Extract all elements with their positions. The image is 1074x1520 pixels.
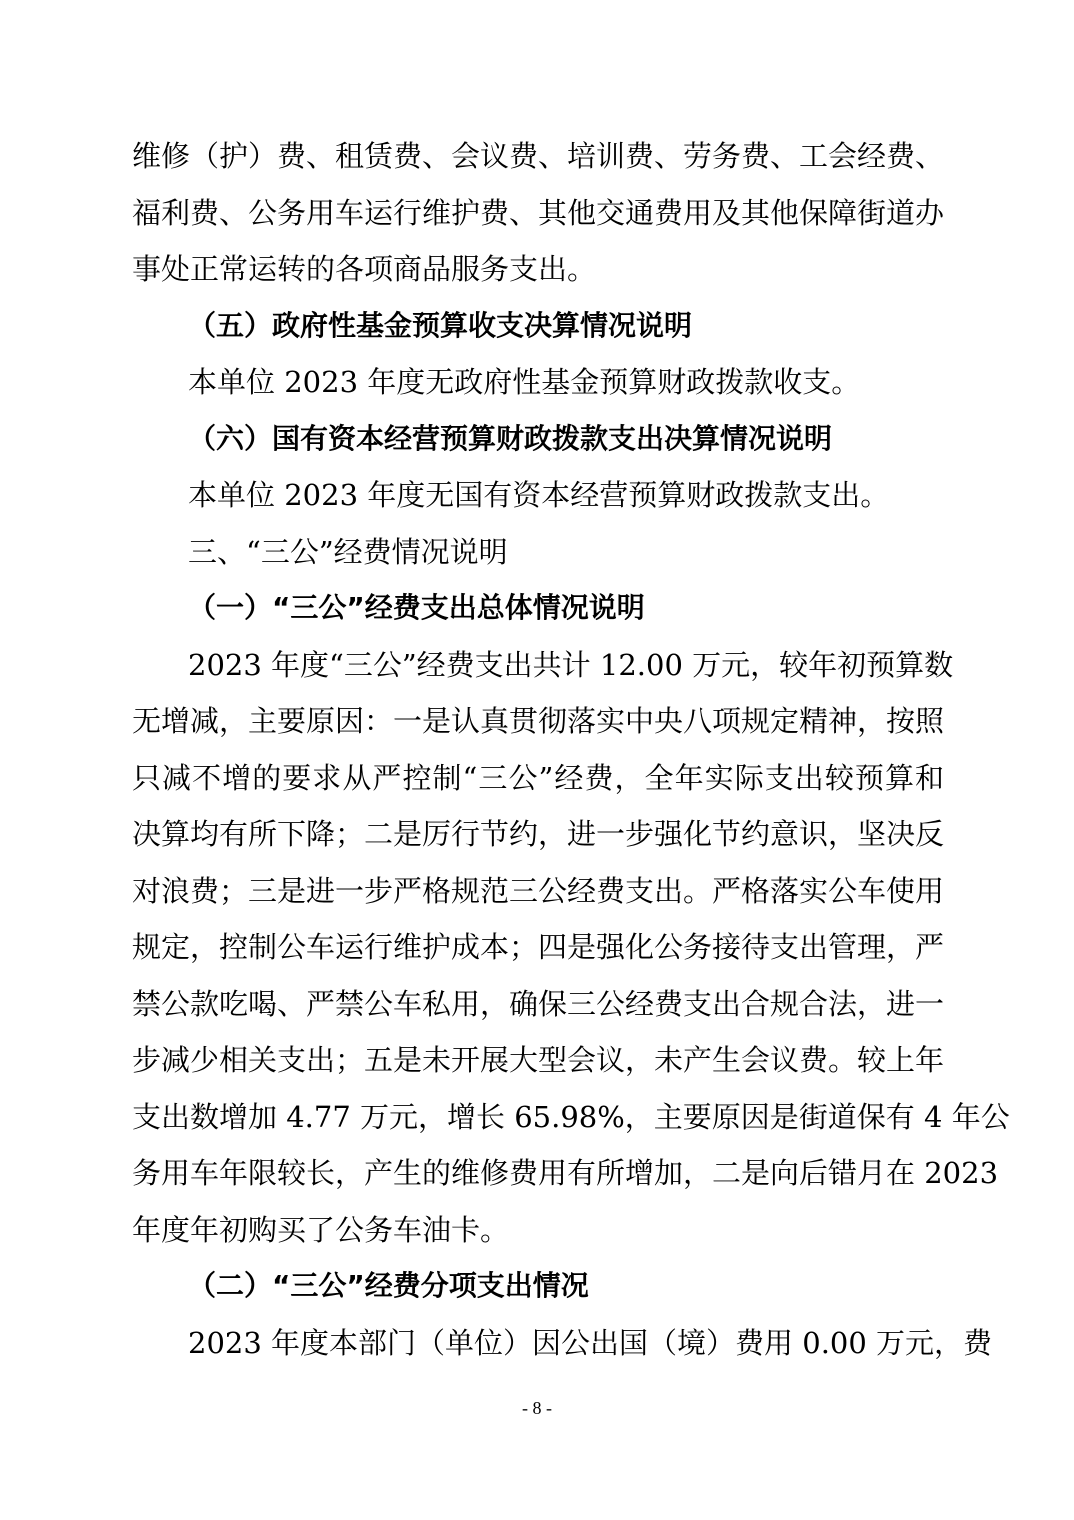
paragraph-line: 对浪费；三是进一步严格规范三公经费支出。严格落实公车使用 <box>132 873 945 908</box>
section-heading-three-public: 三、“三公”经费情况说明 <box>188 534 508 569</box>
paragraph-line: 年度年初购买了公务车油卡。 <box>132 1212 510 1247</box>
paragraph-line: 支出数增加 4.77 万元，增长 65.98%，主要原因是街道保有 4 年公 <box>132 1099 1010 1134</box>
paragraph-line: 禁公款吃喝、严禁公车私用，确保三公经费支出合规合法，进一 <box>132 986 945 1021</box>
paragraph-line: 2023 年度本部门（单位）因公出国（境）费用 0.00 万元，费 <box>188 1325 993 1360</box>
paragraph-line: 步减少相关支出；五是未开展大型会议，未产生会议费。较上年 <box>132 1043 945 1077</box>
body-text <box>132 128 1010 1371</box>
paragraph-line: 无增减，主要原因：一是认真贯彻落实中央八项规定精神，按照 <box>132 704 945 738</box>
paragraph-line: 本单位 2023 年度无国有资本经营预算财政拨款支出。 <box>188 478 890 512</box>
paragraph-line: 决算均有所下降；二是厉行节约，进一步强化节约意识，坚决反 <box>132 817 945 851</box>
section-heading-state-capital: （六）国有资本经营预算财政拨款支出决算情况说明 <box>188 421 833 455</box>
section-heading-overall: （一）“三公”经费支出总体情况说明 <box>188 591 645 624</box>
page-number: - 8 - <box>522 1398 552 1418</box>
paragraph-line: 本单位 2023 年度无政府性基金预算财政拨款收支。 <box>188 365 861 399</box>
section-heading-government-fund: （五）政府性基金预算收支决算情况说明 <box>188 308 693 342</box>
paragraph-line: 福利费、公务用车运行维护费、其他交通费用及其他保障街道办 <box>132 195 945 230</box>
paragraph-line: 规定，控制公车运行维护成本；四是强化公务接待支出管理，严 <box>132 930 945 964</box>
paragraph-line: 维修（护）费、租赁费、会议费、培训费、劳务费、工会经费、 <box>132 139 945 173</box>
paragraph-line: 2023 年度“三公”经费支出共计 12.00 万元，较年初预算数 <box>188 647 954 682</box>
paragraph-line: 只减不增的要求从严控制“三公”经费，全年实际支出较预算和 <box>132 760 944 795</box>
paragraph-line: 事处正常运转的各项商品服务支出。 <box>132 252 597 286</box>
paragraph-line: 务用车年限较长，产生的维修费用有所增加，二是向后错月在 2023 <box>132 1156 999 1190</box>
section-heading-itemized: （二）“三公”经费分项支出情况 <box>188 1269 589 1302</box>
